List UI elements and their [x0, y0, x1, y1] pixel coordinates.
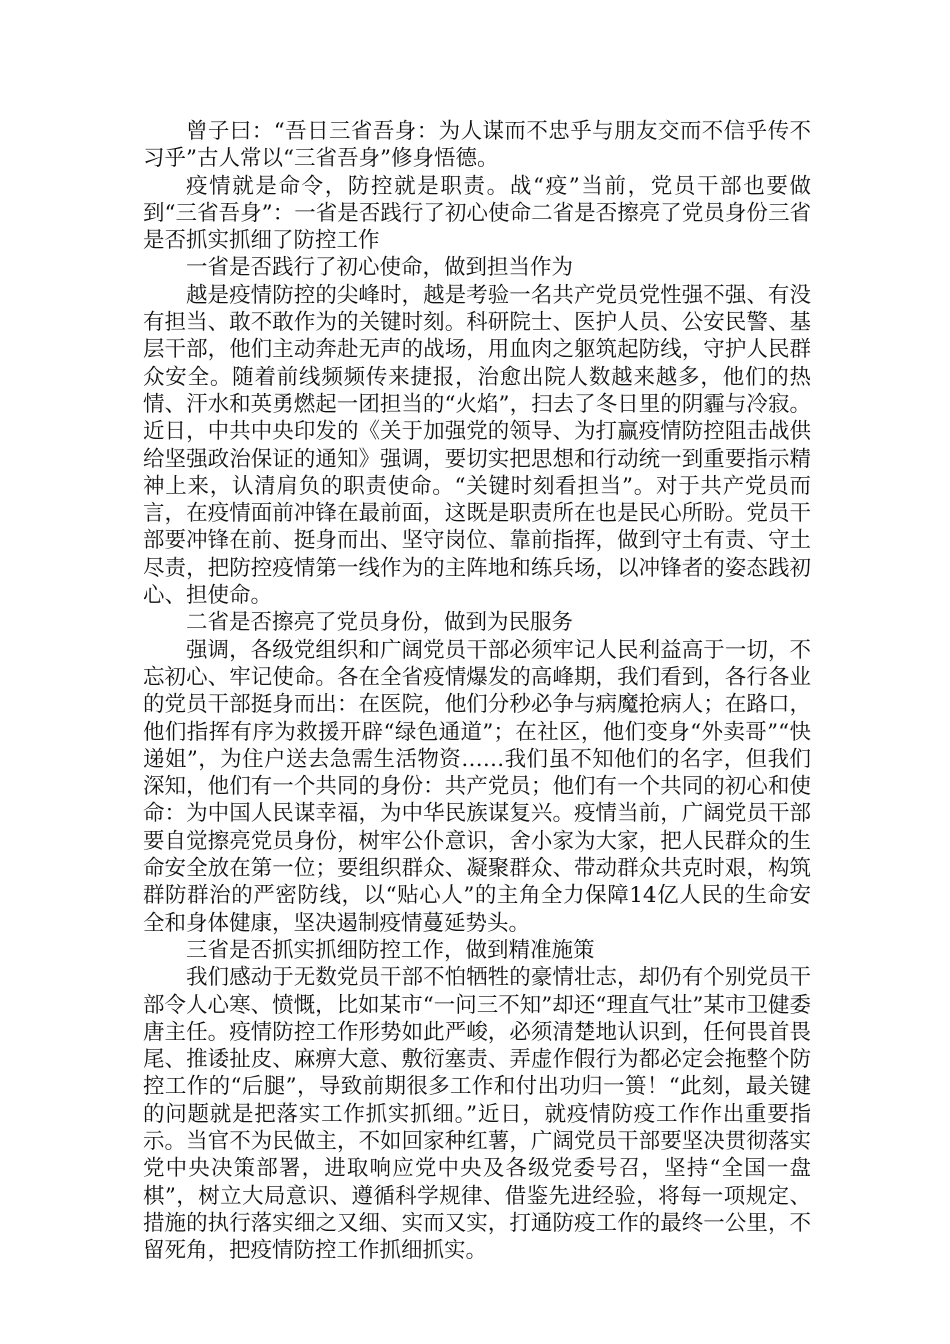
paragraph-section-1: 越是疫情防控的尖峰时，越是考验一名共产党员党性强不强、有没有担当、敢不敢作为的关键时刻。科研院士、医护人员、公安民警、基层干部，他们主动奔赴无声的战场，用血肉之躯筑起防线，守护人民群众安全。随着前线频频传来捷报，治愈出院人数越来越多，他们的热情、汗水和英勇燃起一团担当的“火焰”，扫去了冬日里的阴霾与冷寂。近日，中共中央印发的《关于加强党的领导、为打赢疫情防控阻击战供给坚强政治保证的通知》强调，要切实把思想和行动统一到重要指示精神上来，认清肩负的职责使命。“关键时刻看担当”。对于共产党员而言，在疫情面前冲锋在最前面，这既是职责所在也是民心所盼。党员干部要冲锋在前、挺身而出、坚守岗位、靠前指挥，做到守土有责、守土尽责，把防控疫情第一线作为的主阵地和练兵场，以冲锋者的姿态践初心、担使命。	[143, 282, 811, 609]
paragraph-quote: 曾子曰：“吾日三省吾身：为人谋而不忠乎与朋友交而不信乎传不习乎”古人常以“三省吾身”修身悟德。	[143, 119, 811, 172]
section-heading-2: 二省是否擦亮了党员身份，做到为民服务	[186, 610, 574, 636]
section-heading-1: 一省是否践行了初心使命，做到担当作为	[186, 255, 574, 281]
document-page	[143, 118, 811, 1264]
paragraph-section-2: 强调，各级党组织和广阔党员干部必须牢记人民利益高于一切，不忘初心、牢记使命。各在全省疫情爆发的高峰期，我们看到，各行各业的党员干部挺身而出：在医院，他们分秒必争与病魔抢病人；在路口，他们指挥有序为救援开辟“绿色通道”；在社区，他们变身“外卖哥”“快递姐”，为住户送去急需生活物资……我们虽不知他们的名字，但我们深知，他们有一个共同的身份：共产党员；他们有一个共同的初心和使命：为中国人民谋幸福，为中华民族谋复兴。疫情当前，广阔党员干部要自觉擦亮党员身份，树牢公仆意识，舍小家为大家，把人民群众的生命安全放在第一位；要组织群众、凝聚群众、带动群众共克时艰，构筑群防群治的严密防线，以“贴心人”的主角全力保障14亿人民的生命安全和身体健康，坚决遏制疫情蔓延势头。	[143, 637, 811, 936]
paragraph-intro: 疫情就是命令，防控就是职责。战“疫”当前，党员干部也要做到“三省吾身”：一省是否践行了初心使命二省是否擦亮了党员身份三省是否抓实抓细了防控工作	[143, 173, 811, 254]
section-heading-3: 三省是否抓实抓细防控工作，做到精准施策	[186, 937, 595, 963]
paragraph-section-3: 我们感动于无数党员干部不怕牺牲的豪情壮志，却仍有个别党员干部令人心寒、愤慨，比如某市“一问三不知”却还“理直气壮”某市卫健委唐主任。疫情防控工作形势如此严峻，必须清楚地认识到，任何畏首畏尾、推诿扯皮、麻痹大意、敷衍塞责、弄虚作假行为都必定会拖整个防控工作的“后腿”，导致前期很多工作和付出功归一篑！“此刻，最关键的问题就是把落实工作抓实抓细。”近日，就疫情防疫工作作出重要指示。当官不为民做主，不如回家种红薯，广阔党员干部要坚决贯彻落实党中央决策部署，进取响应党中央及各级党委号召，坚持“全国一盘棋”，树立大局意识、遵循科学规律、借鉴先进经验，将每一项规定、措施的执行落实细之又细、实而又实，打通防疫工作的最终一公里，不留死角，把疫情防控工作抓细抓实。	[143, 965, 811, 1264]
